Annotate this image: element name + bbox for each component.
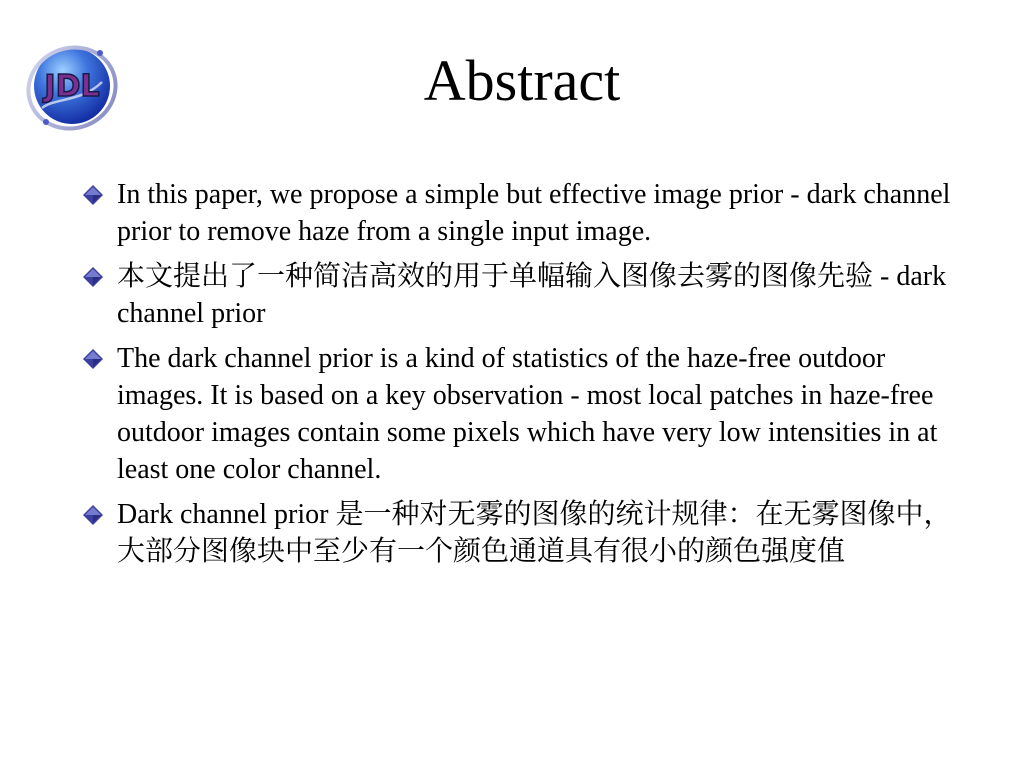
bullet-list xyxy=(82,176,962,578)
slide-title: Abstract xyxy=(423,48,621,113)
diamond-bullet-icon xyxy=(82,266,104,288)
bullet-text: Dark channel prior 是一种对无雾的图像的统计规律：在无雾图像中，大部分图像块中至少有一个颜色通道具有很小的颜色强度值 xyxy=(117,499,952,567)
bullet-text: The dark channel prior is a kind of statistics of the haze-free outdoor images. It is based on a key observation - most local patches in haze-free outdoor images contain some pixels which have very low intensities in at least one color channel. xyxy=(117,343,938,485)
bullet-text: In this paper, we propose a simple but effective image prior - dark channel prior to remove haze from a single input image. xyxy=(117,179,951,247)
bullet-item xyxy=(82,258,962,332)
bullet-item xyxy=(82,340,962,488)
diamond-bullet-icon xyxy=(82,348,104,370)
logo-text: JDL xyxy=(44,69,100,104)
diamond-bullet-icon xyxy=(82,184,104,206)
diamond-bullet-icon xyxy=(82,504,104,526)
orbit-dot xyxy=(43,119,49,125)
bullet-item xyxy=(82,176,962,250)
bullet-item xyxy=(82,496,962,570)
bullet-text: 本文提出了一种简洁高效的用于单幅输入图像去雾的图像先验 - dark channel prior xyxy=(117,261,947,329)
